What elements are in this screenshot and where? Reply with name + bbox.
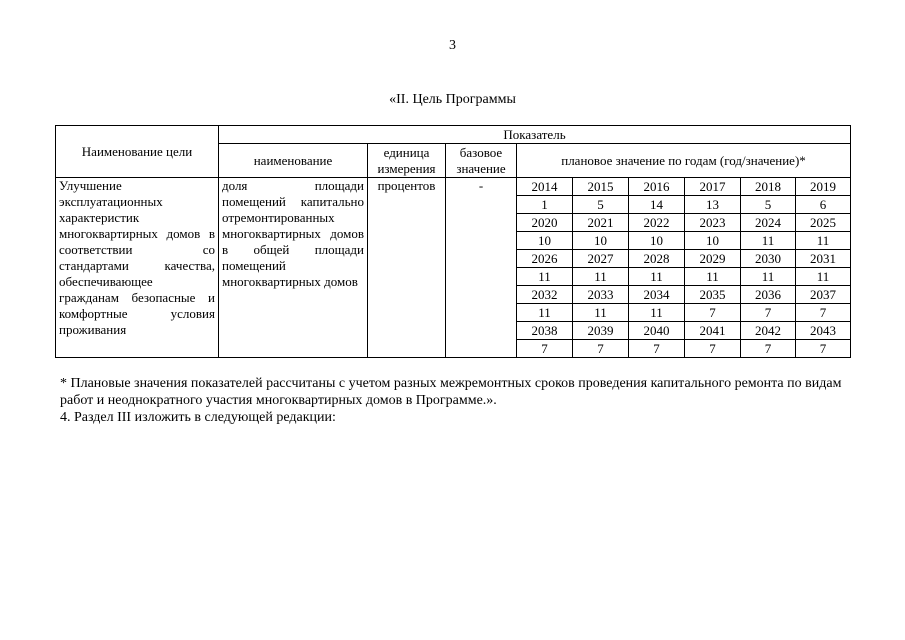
value-cell: 10 bbox=[517, 232, 573, 250]
header-name: наименование bbox=[219, 144, 368, 178]
value-cell: 11 bbox=[796, 232, 851, 250]
value-cell: 7 bbox=[741, 304, 796, 322]
value-cell: 11 bbox=[796, 268, 851, 286]
year-cell: 2040 bbox=[629, 322, 685, 340]
value-cell: 7 bbox=[629, 340, 685, 358]
year-cell: 2042 bbox=[741, 322, 796, 340]
value-cell: 6 bbox=[796, 196, 851, 214]
year-cell: 2035 bbox=[685, 286, 741, 304]
year-cell: 2030 bbox=[741, 250, 796, 268]
header-unit: единица измерения bbox=[368, 144, 446, 178]
year-cell: 2031 bbox=[796, 250, 851, 268]
year-cell: 2036 bbox=[741, 286, 796, 304]
year-cell: 2024 bbox=[741, 214, 796, 232]
value-cell: 11 bbox=[629, 304, 685, 322]
value-cell: 10 bbox=[629, 232, 685, 250]
unit-cell: процентов bbox=[368, 178, 446, 358]
value-cell: 7 bbox=[685, 340, 741, 358]
year-cell: 2014 bbox=[517, 178, 573, 196]
year-cell: 2041 bbox=[685, 322, 741, 340]
value-cell: 11 bbox=[629, 268, 685, 286]
value-cell: 1 bbox=[517, 196, 573, 214]
page-number: 3 bbox=[449, 38, 456, 53]
year-cell: 2021 bbox=[573, 214, 629, 232]
year-cell: 2023 bbox=[685, 214, 741, 232]
base-value-cell: - bbox=[446, 178, 517, 358]
year-cell: 2038 bbox=[517, 322, 573, 340]
value-cell: 11 bbox=[741, 268, 796, 286]
value-cell: 7 bbox=[796, 340, 851, 358]
year-cell: 2039 bbox=[573, 322, 629, 340]
year-cell: 2018 bbox=[741, 178, 796, 196]
year-cell: 2026 bbox=[517, 250, 573, 268]
value-cell: 13 bbox=[685, 196, 741, 214]
header-planned: плановое значение по годам (год/значение)* bbox=[517, 144, 851, 178]
value-cell: 10 bbox=[685, 232, 741, 250]
year-cell: 2033 bbox=[573, 286, 629, 304]
year-cell: 2037 bbox=[796, 286, 851, 304]
year-cell: 2034 bbox=[629, 286, 685, 304]
value-cell: 11 bbox=[517, 268, 573, 286]
year-cell: 2015 bbox=[573, 178, 629, 196]
value-cell: 11 bbox=[573, 304, 629, 322]
year-cell: 2032 bbox=[517, 286, 573, 304]
year-cell: 2020 bbox=[517, 214, 573, 232]
value-cell: 10 bbox=[573, 232, 629, 250]
year-cell: 2017 bbox=[685, 178, 741, 196]
value-cell: 7 bbox=[573, 340, 629, 358]
value-cell: 7 bbox=[741, 340, 796, 358]
value-cell: 11 bbox=[741, 232, 796, 250]
goal-name-cell: Улучшение эксплуатационных характеристик многоквартирных домов в соответствии со стандартами качества, обеспечивающее гражданам безопасные и комфортные условия проживания bbox=[56, 178, 219, 358]
header-goal-name: Наименование цели bbox=[56, 126, 219, 178]
year-cell: 2028 bbox=[629, 250, 685, 268]
header-base: базовое значение bbox=[446, 144, 517, 178]
value-cell: 14 bbox=[629, 196, 685, 214]
value-cell: 5 bbox=[741, 196, 796, 214]
value-cell: 11 bbox=[517, 304, 573, 322]
instruction-text: 4. Раздел III изложить в следующей редакции: bbox=[60, 410, 336, 425]
value-cell: 5 bbox=[573, 196, 629, 214]
year-cell: 2016 bbox=[629, 178, 685, 196]
value-cell: 7 bbox=[685, 304, 741, 322]
header-indicator: Показатель bbox=[219, 126, 851, 144]
year-cell: 2029 bbox=[685, 250, 741, 268]
year-cell: 2027 bbox=[573, 250, 629, 268]
year-cell: 2043 bbox=[796, 322, 851, 340]
footnote-text: * Плановые значения показателей рассчитаны с учетом разных межремонтных сроков проведения капитального ремонта по видам работ и неоднократного участия многоквартирных домов в Программе.». bbox=[60, 376, 842, 408]
value-cell: 11 bbox=[685, 268, 741, 286]
value-cell: 7 bbox=[517, 340, 573, 358]
footnote bbox=[60, 375, 850, 426]
section-title: «II. Цель Программы bbox=[389, 92, 516, 107]
year-cell: 2019 bbox=[796, 178, 851, 196]
value-cell: 7 bbox=[796, 304, 851, 322]
indicator-name-cell: доля площади помещений капитально отремонтированных многоквартирных домов в общей площади помещений многоквартирных домов bbox=[219, 178, 368, 358]
goal-table bbox=[55, 125, 851, 358]
year-cell: 2022 bbox=[629, 214, 685, 232]
value-cell: 11 bbox=[573, 268, 629, 286]
year-cell: 2025 bbox=[796, 214, 851, 232]
